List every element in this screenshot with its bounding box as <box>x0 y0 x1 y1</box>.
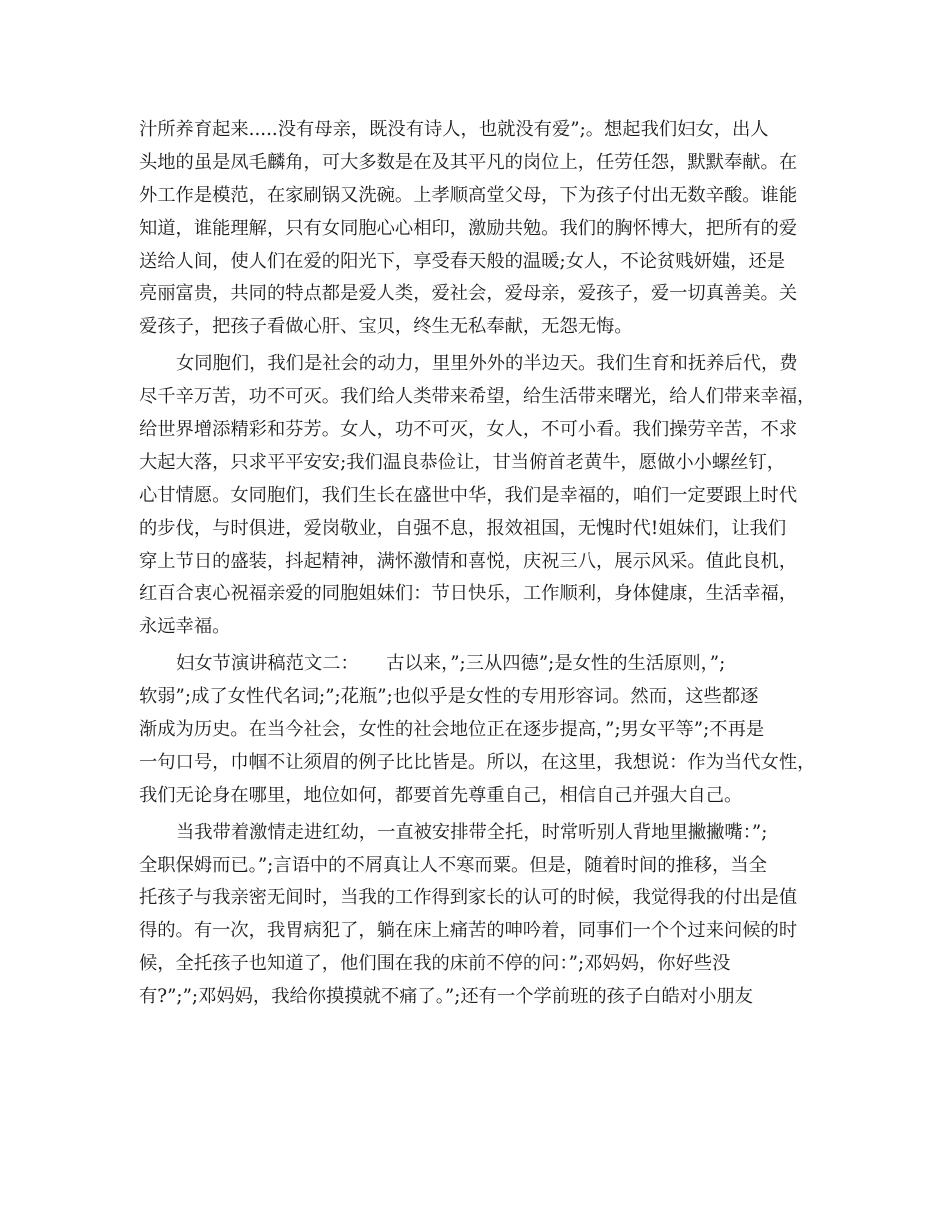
text-line: 头地的虽是凤毛麟角，可大多数是在及其平凡的岗位上，任劳任怨，默默奉献。在 <box>139 151 798 173</box>
document-body <box>139 114 819 1014</box>
text-line: 心甘情愿。女同胞们，我们生长在盛世中华，我们是幸福的，咱们一定要跟上时代 <box>139 484 798 506</box>
text-line: 一句口号，巾帼不让须眉的例子比比皆是。所以，在这里，我想说：作为当代女性， <box>139 751 816 773</box>
text-line: 送给人间，使人们在爱的阳光下，享受春天般的温暖;女人，不论贫贱妍媸，还是 <box>139 250 786 272</box>
text-line: 我们无论身在哪里，地位如何，都要首先尊重自己，相信自己并强大自己。 <box>139 784 743 806</box>
text-line: 全职保姆而已。”;言语中的不屑真让人不寒而粟。但是，随着时间的推移，当全 <box>139 854 767 876</box>
text-line: 知道，谁能理解，只有女同胞心心相印，激励共勉。我们的胸怀博大，把所有的爱 <box>139 217 798 239</box>
text-line: 亮丽富贵，共同的特点都是爱人类，爱社会，爱母亲，爱孩子，爱一切真善美。关 <box>139 283 798 305</box>
text-line: 得的。有一次，我胃病犯了，躺在床上痛苦的呻吟着，同事们一个个过来问候的时 <box>139 920 798 942</box>
text-line: 妇女节演讲稿范文二： 古以来，”;三从四德”;是女性的生活原则，”; <box>176 653 726 675</box>
paragraph-1 <box>139 114 819 344</box>
text-line: 外工作是模范，在家刷锅又洗碗。上孝顺高堂父母，下为孩子付出无数辛酸。谁能 <box>139 184 798 206</box>
text-line: 永远幸福。 <box>139 616 231 638</box>
text-line: 候，全托孩子也知道了，他们围在我的床前不停的问：”;邓妈妈，你好些没 <box>139 953 731 975</box>
text-line: 大起大落，只求平平安安;我们温良恭俭让，甘当俯首老黄牛，愿做小小螺丝钉， <box>139 451 786 473</box>
text-line: 红百合衷心祝福亲爱的同胞姐妹们：节日快乐，工作顺利，身体健康，生活幸福， <box>139 583 798 605</box>
text-line: 爱孩子，把孩子看做心肝、宝贝，终生无私奉献，无怨无悔。 <box>139 316 633 338</box>
paragraph-2 <box>139 348 819 644</box>
text-line: 渐成为历史。在当今社会，女性的社会地位正在逐步提高，”;男女平等”;不再是 <box>139 719 765 741</box>
text-line: 当我带着激情走进红幼，一直被安排带全托，时常听别人背地里撇撇嘴：”; <box>176 821 768 843</box>
paragraph-3 <box>139 648 819 812</box>
text-line: 的步伐，与时俱进，爱岗敬业，自强不息，报效祖国，无愧时代!姐妹们，让我们 <box>139 517 787 539</box>
text-line: 穿上节日的盛装，抖起精神，满怀激情和喜悦，庆祝三八，展示风采。值此良机， <box>139 550 798 572</box>
text-line: 托孩子与我亲密无间时，当我的工作得到家长的认可的时候，我觉得我的付出是值 <box>139 887 798 909</box>
text-line: 女同胞们，我们是社会的动力，里里外外的半边天。我们生育和抚养后代，费 <box>176 353 798 375</box>
text-line: 有?”;”;邓妈妈，我给你摸摸就不痛了。”;还有一个学前班的孩子白皓对小朋友 <box>139 986 753 1008</box>
text-line: 软弱”;成了女性代名词;”;花瓶”;也似乎是女性的专用形容词。然而，这些都逐 <box>139 686 759 708</box>
text-line: 给世界增添精彩和芬芳。女人，功不可灭，女人，不可小看。我们操劳辛苦，不求 <box>139 419 798 441</box>
text-line: 尽千辛万苦，功不可灭。我们给人类带来希望，给生活带来曙光，给人们带来幸福， <box>139 386 816 408</box>
paragraph-4 <box>139 817 819 1014</box>
text-line: 汁所养育起来.....没有母亲，既没有诗人，也就没有爱”;。想起我们妇女，出人 <box>139 119 769 140</box>
